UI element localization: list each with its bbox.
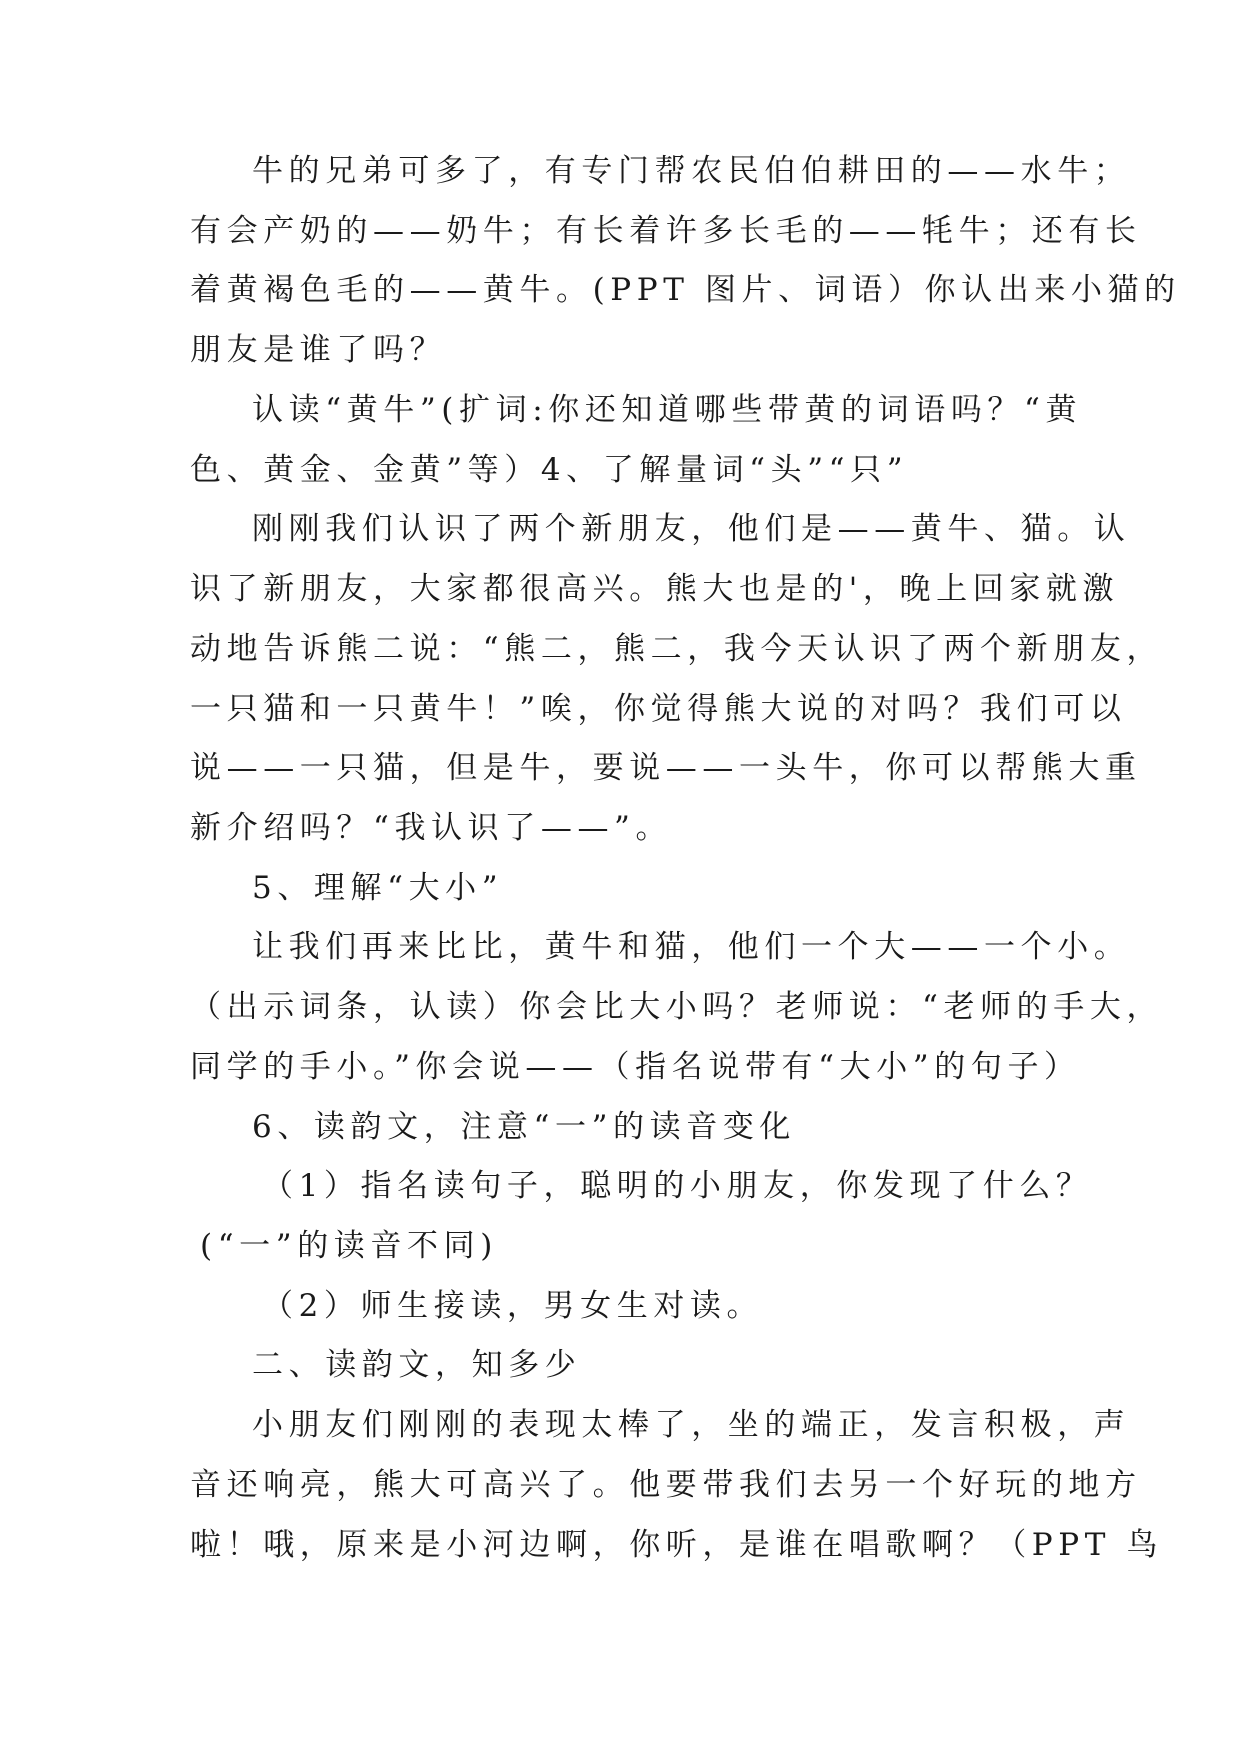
text-line-11: 说——一只猫，但是牛，要说——一头牛，你可以帮熊大重 [190, 750, 1142, 786]
text-line-16: 同学的手小。”你会说——（指名说带有“大小”的句子） [190, 1049, 1081, 1085]
text-line-12: 新介绍吗？“我认识了——”。 [190, 810, 673, 846]
text-line-2: 有会产奶的——奶牛；有长着许多长毛的——牦牛；还有长 [190, 213, 1142, 249]
text-line-5: 认读“黄牛”(扩词:你还知道哪些带黄的词语吗？“黄 [252, 392, 1083, 428]
text-line-1: 牛的兄弟可多了，有专门帮农民伯伯耕田的——水牛； [252, 153, 1131, 189]
text-line-7: 刚刚我们认识了两个新朋友，他们是——黄牛、猫。认 [252, 511, 1131, 547]
text-line-23: 音还响亮，熊大可高兴了。他要带我们去另一个好玩的地方 [190, 1467, 1142, 1503]
text-line-9: 动地告诉熊二说：“熊二，熊二，我今天认识了两个新朋友， [190, 631, 1164, 667]
section-heading-2: 二、读韵文，知多少 [252, 1347, 582, 1383]
text-line-24: 啦！哦，原来是小河边啊，你听，是谁在唱歌啊？（PPT 鸟 [190, 1527, 1164, 1563]
text-line-18: （1）指名读句子，聪明的小朋友，你发现了什么？ [262, 1168, 1093, 1204]
text-line-19: (“一”的读音不同) [200, 1228, 498, 1264]
section-heading-5: 5、理解“大小” [252, 870, 504, 906]
text-line-15: （出示词条，认读）你会比大小吗？老师说：“老师的手大， [190, 989, 1164, 1025]
text-line-8: 识了新朋友，大家都很高兴。熊大也是的'，晚上回家就激 [190, 571, 1120, 607]
text-line-14: 让我们再来比比，黄牛和猫，他们一个大——一个小。 [252, 929, 1131, 965]
text-line-10: 一只猫和一只黄牛！”唉，你觉得熊大说的对吗？我们可以 [190, 691, 1127, 727]
text-line-20: （2）师生接读，男女生对读。 [262, 1288, 764, 1324]
text-line-22: 小朋友们刚刚的表现太棒了，坐的端正，发言积极，声 [252, 1407, 1131, 1443]
text-line-3: 着黄褐色毛的——黄牛。(PPT 图片、词语）你认出来小猫的 [190, 272, 1181, 308]
text-line-4: 朋友是谁了吗？ [190, 332, 447, 368]
text-line-6: 色、黄金、金黄”等）4、了解量词“头”“只” [190, 452, 909, 488]
section-heading-6: 6、读韵文，注意“一”的读音变化 [252, 1109, 797, 1145]
